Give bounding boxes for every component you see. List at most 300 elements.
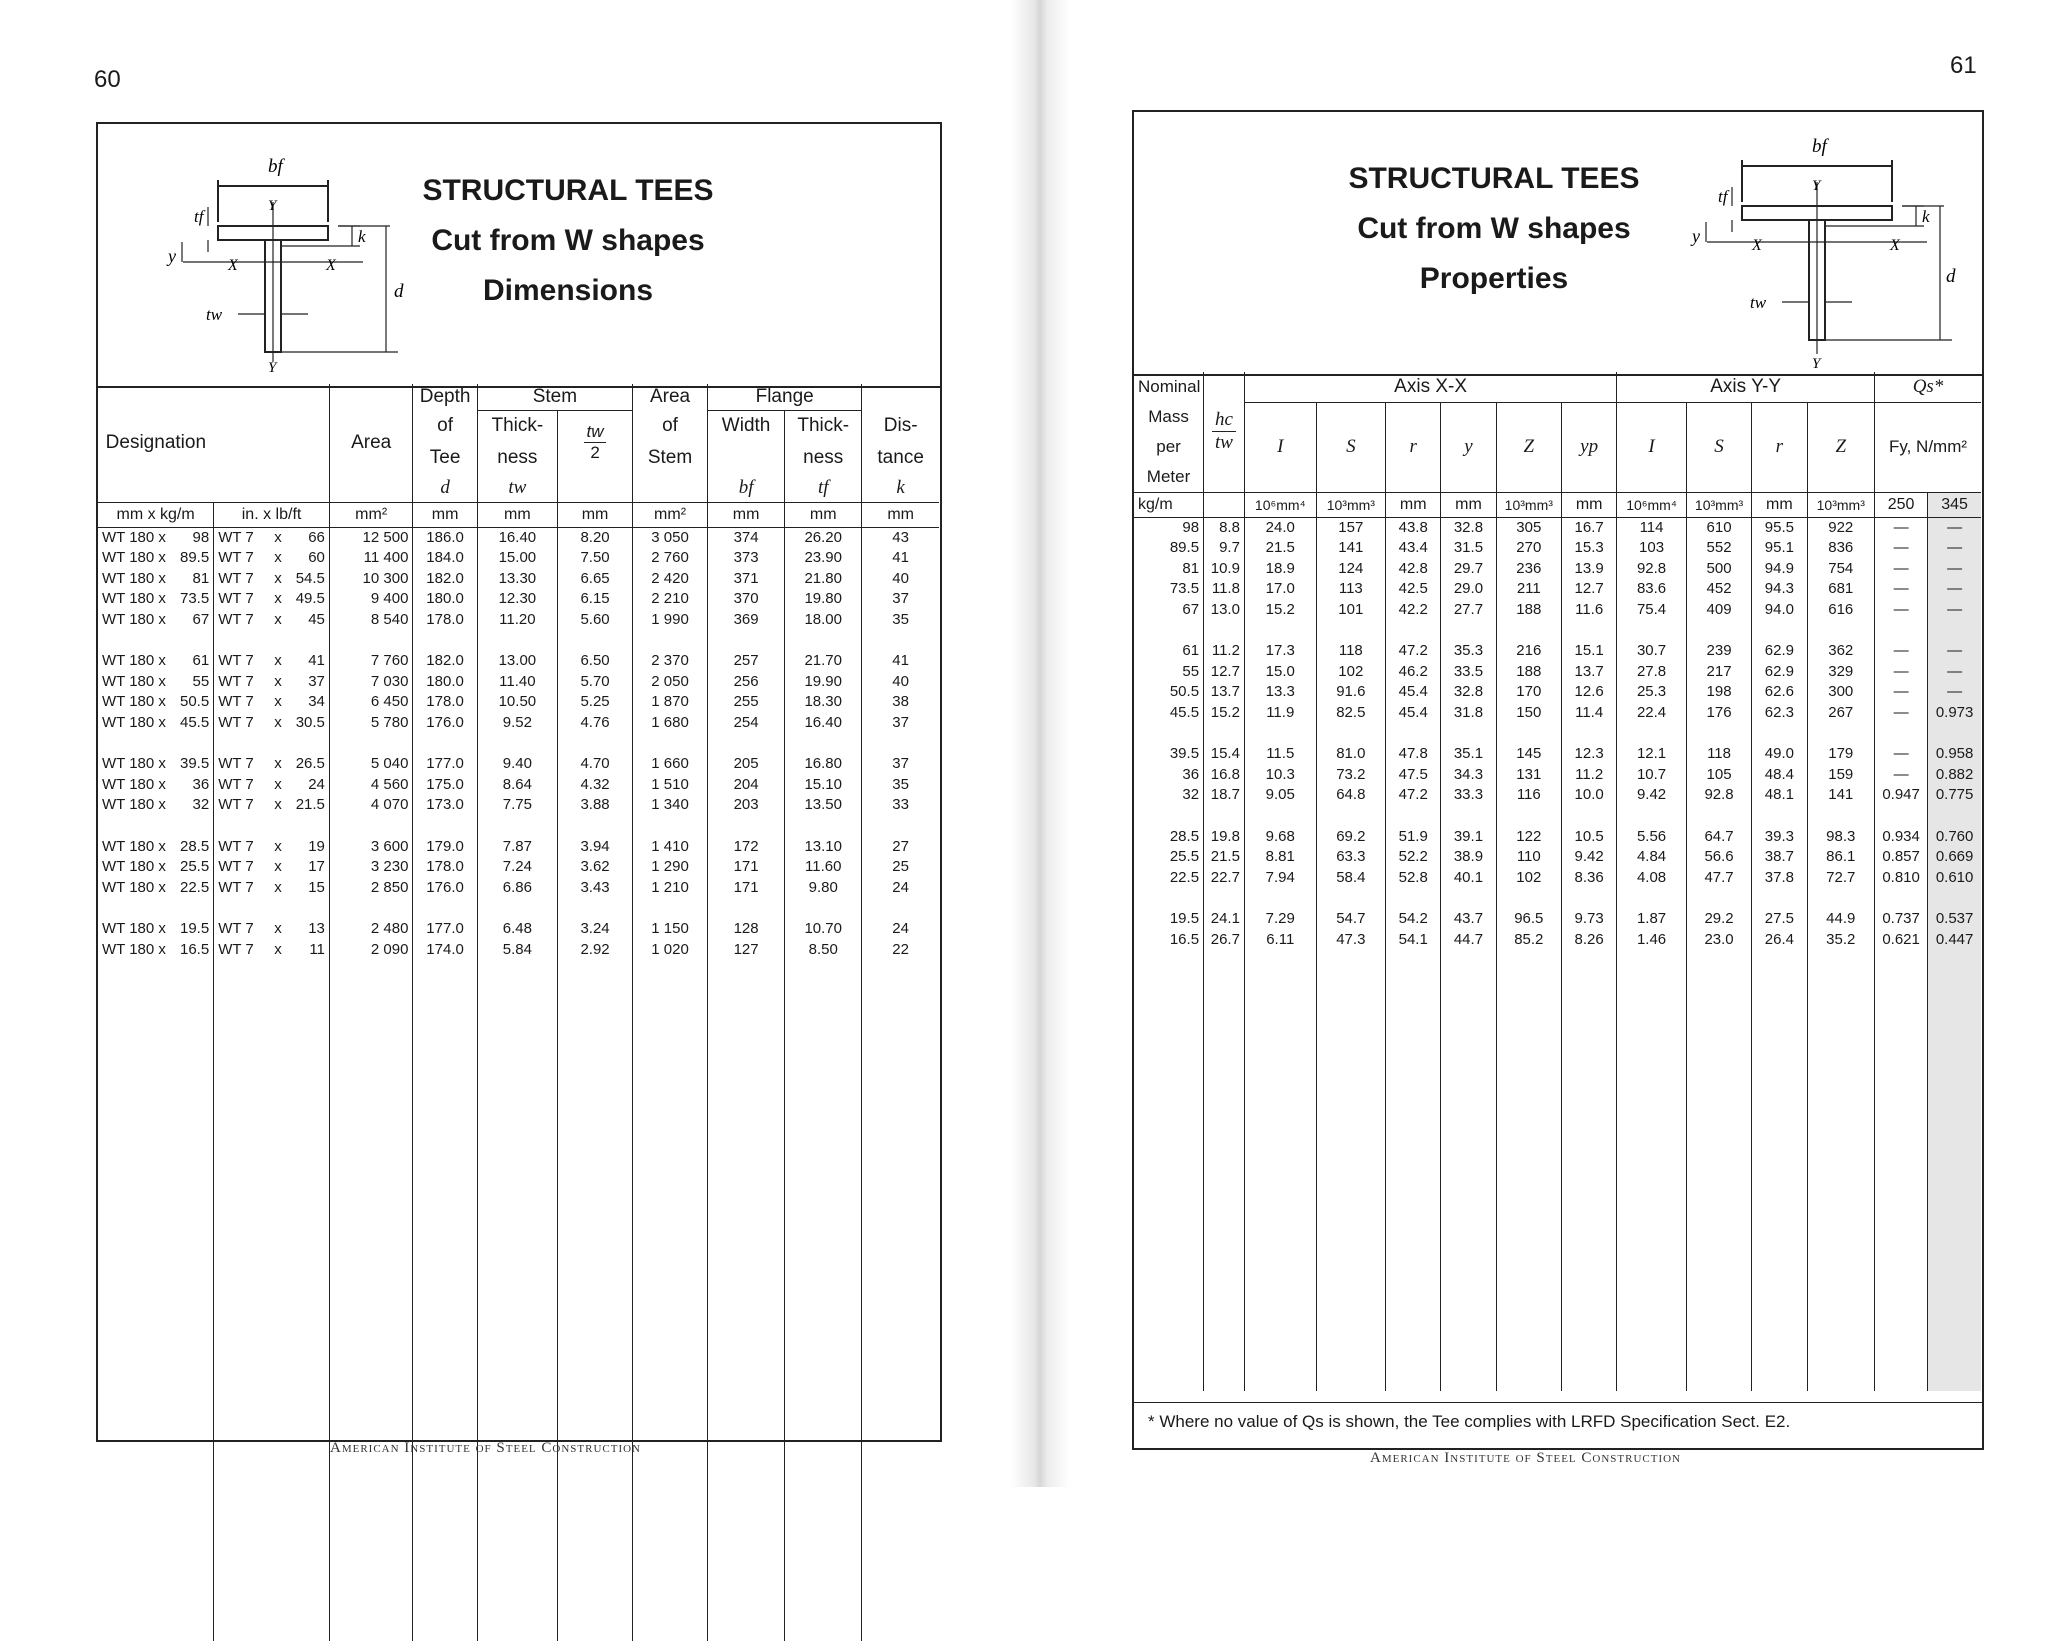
- table-cell: 0.882: [1928, 765, 1981, 786]
- table-cell: 40: [862, 672, 939, 693]
- table-cell: 500: [1686, 559, 1751, 580]
- table-row: [1134, 930, 1981, 951]
- table-cell: 176.0: [413, 878, 477, 899]
- table-cell: 39.5: [179, 755, 210, 772]
- table-cell: 15.0: [1244, 662, 1316, 683]
- table-cell: 89.5: [179, 549, 210, 566]
- table-cell: 94.0: [1752, 600, 1807, 621]
- table-cell: 4.84: [1617, 847, 1687, 868]
- right-title: STRUCTURAL TEES: [1348, 162, 1640, 195]
- table-cell: 13.10: [785, 837, 862, 858]
- table-cell: 91.6: [1316, 682, 1386, 703]
- table-cell: 40.1: [1441, 868, 1496, 889]
- table-cell: 21.5: [1204, 847, 1245, 868]
- svg-text:tf: tf: [194, 207, 204, 226]
- group-spacer: [98, 960, 939, 981]
- book-gutter: [1010, 0, 1070, 1487]
- table-cell: 45.5: [1169, 703, 1200, 721]
- table-cell: —: [1875, 765, 1928, 786]
- table-cell: 32.8: [1441, 682, 1496, 703]
- table-cell: WT 180 x: [102, 940, 166, 958]
- table-cell: 31.8: [1441, 703, 1496, 724]
- table-cell: 13.30: [477, 569, 557, 590]
- table-cell: —: [1928, 579, 1981, 600]
- svg-text:Y: Y: [1812, 356, 1821, 372]
- table-cell: 362: [1807, 641, 1875, 662]
- table-cell: 9.42: [1617, 785, 1687, 806]
- group-spacer: [98, 733, 939, 754]
- table-cell: 3.88: [558, 795, 633, 816]
- table-cell: 188: [1496, 662, 1561, 683]
- half-tw-header: tw 2: [558, 410, 633, 474]
- table-cell: 81.0: [1316, 744, 1386, 765]
- svg-text:tf: tf: [1718, 187, 1728, 206]
- svg-text:bf: bf: [268, 156, 283, 177]
- table-cell: —: [1875, 579, 1928, 600]
- table-cell: 18.9: [1244, 559, 1316, 580]
- yy-i-header: I: [1617, 402, 1687, 492]
- table-cell: 122: [1496, 827, 1561, 848]
- svg-text:y: y: [168, 246, 176, 266]
- table-cell: 157: [1316, 517, 1386, 538]
- table-cell: 42.2: [1386, 600, 1441, 621]
- table-cell: 17: [308, 858, 325, 875]
- svg-text:bf: bf: [1812, 136, 1827, 157]
- table-cell: 1.46: [1617, 930, 1687, 951]
- table-cell: 24.1: [1204, 909, 1245, 930]
- table-cell: 184.0: [413, 548, 477, 569]
- table-cell: 35.2: [1807, 930, 1875, 951]
- table-cell: 92.8: [1617, 559, 1687, 580]
- table-cell: 7.94: [1244, 868, 1316, 889]
- table-cell: 239: [1686, 641, 1751, 662]
- table-cell: 8.64: [477, 775, 557, 796]
- table-cell: x: [274, 775, 282, 793]
- table-cell: 236: [1496, 559, 1561, 580]
- table-cell: 13.7: [1204, 682, 1245, 703]
- table-cell: x: [274, 837, 282, 855]
- table-cell: 256: [708, 672, 785, 693]
- table-cell: 182.0: [413, 651, 477, 672]
- table-cell: 11.40: [477, 672, 557, 693]
- table-cell: 24: [862, 878, 939, 899]
- table-cell: 38: [862, 692, 939, 713]
- tw-symbol: tw: [477, 474, 557, 502]
- table-cell: 203: [708, 795, 785, 816]
- table-cell: 150: [1496, 703, 1561, 724]
- units-row: mm x kg/m in. x lb/ft mm² mm mm mm mm² mm mm mm: [98, 502, 939, 527]
- table-cell: 10.70: [785, 919, 862, 940]
- table-cell: WT 7: [214, 754, 268, 775]
- svg-text:y: y: [1692, 226, 1700, 246]
- table-cell: 128: [708, 919, 785, 940]
- table-row: [98, 713, 939, 734]
- table-cell: 34.3: [1441, 765, 1496, 786]
- table-cell: 12 500: [329, 527, 413, 548]
- table-cell: —: [1928, 662, 1981, 683]
- table-cell: 21.5: [295, 796, 325, 813]
- table-cell: 12.3: [1562, 744, 1617, 765]
- table-cell: 82.5: [1316, 703, 1386, 724]
- table-cell: 54.1: [1386, 930, 1441, 951]
- xx-z-header: Z: [1496, 402, 1561, 492]
- distance-tance-label: tance: [862, 442, 939, 474]
- table-cell: 2 760: [633, 548, 708, 569]
- table-cell: 44.7: [1441, 930, 1496, 951]
- table-row: [1134, 909, 1981, 930]
- table-cell: 173.0: [413, 795, 477, 816]
- table-cell: WT 180 x: [102, 796, 166, 813]
- table-cell: 12.7: [1204, 662, 1245, 683]
- xx-s-header: S: [1316, 402, 1386, 492]
- table-cell: 127: [708, 940, 785, 961]
- table-cell: 610: [1686, 517, 1751, 538]
- table-cell: 216: [1496, 641, 1561, 662]
- table-cell: 26.7: [1204, 930, 1245, 951]
- table-cell: 7.75: [477, 795, 557, 816]
- table-cell: 178.0: [413, 857, 477, 878]
- flange-ness-label: ness: [785, 442, 862, 474]
- table-cell: WT 7: [214, 795, 268, 816]
- table-cell: 47.5: [1386, 765, 1441, 786]
- left-title: STRUCTURAL TEES: [422, 174, 714, 207]
- table-cell: 43.8: [1386, 517, 1441, 538]
- table-row: [1134, 847, 1981, 868]
- table-cell: 47.8: [1386, 744, 1441, 765]
- table-cell: WT 180 x: [102, 590, 166, 607]
- table-cell: 3.62: [558, 857, 633, 878]
- table-cell: x: [274, 796, 282, 813]
- nominal-header: Nominal: [1138, 377, 1201, 396]
- table-cell: 141: [1807, 785, 1875, 806]
- table-cell: x: [274, 610, 282, 628]
- table-row: [98, 878, 939, 899]
- xx-r-header: r: [1386, 402, 1441, 492]
- table-cell: 0.775: [1928, 785, 1981, 806]
- dimensions-table-body: [98, 527, 939, 1641]
- qs-header: Qs*: [1875, 372, 1981, 402]
- table-cell: 10 300: [329, 569, 413, 590]
- table-cell: 45.4: [1386, 703, 1441, 724]
- table-cell: 24: [862, 919, 939, 940]
- table-row: [1134, 538, 1981, 559]
- table-cell: 16.40: [477, 527, 557, 548]
- table-cell: 2 420: [633, 569, 708, 590]
- table-cell: 3.94: [558, 837, 633, 858]
- table-cell: 29.7: [1441, 559, 1496, 580]
- table-cell: 25.3: [1617, 682, 1687, 703]
- meter-label: Meter: [1146, 466, 1191, 486]
- table-cell: —: [1875, 559, 1928, 580]
- xx-i-header: I: [1244, 402, 1316, 492]
- table-cell: 9.05: [1244, 785, 1316, 806]
- table-cell: 8.8: [1204, 517, 1245, 538]
- table-cell: WT 7: [214, 527, 268, 548]
- table-cell: 124: [1316, 559, 1386, 580]
- table-row: [98, 837, 939, 858]
- table-cell: 94.3: [1752, 579, 1807, 600]
- svg-text:d: d: [1946, 266, 1956, 287]
- group-spacer: [1134, 723, 1981, 744]
- table-cell: 61: [192, 652, 210, 669]
- table-cell: 22.5: [1169, 868, 1200, 886]
- table-cell: 21.70: [785, 651, 862, 672]
- dimensions-header-panel: [98, 124, 940, 388]
- flange-header: Flange: [708, 384, 862, 410]
- table-cell: 38.9: [1441, 847, 1496, 868]
- table-cell: WT 7: [214, 857, 268, 878]
- table-cell: 131: [1496, 765, 1561, 786]
- table-cell: 113: [1316, 579, 1386, 600]
- table-cell: 178.0: [413, 692, 477, 713]
- table-cell: WT 180 x: [102, 858, 166, 875]
- table-cell: WT 180 x: [102, 755, 166, 772]
- table-cell: 18.30: [785, 692, 862, 713]
- distance-label: Dis-: [862, 410, 939, 442]
- table-cell: 0.760: [1928, 827, 1981, 848]
- table-cell: 47.3: [1316, 930, 1386, 951]
- table-cell: 72.7: [1807, 868, 1875, 889]
- table-cell: 16.5: [179, 940, 210, 958]
- table-cell: 13: [308, 920, 325, 937]
- page-number-right: 61: [1950, 52, 1977, 79]
- table-cell: 1 870: [633, 692, 708, 713]
- table-cell: 145: [1496, 744, 1561, 765]
- axis-yy-header: Axis Y-Y: [1617, 372, 1875, 402]
- table-cell: 33: [862, 795, 939, 816]
- table-cell: 64.8: [1316, 785, 1386, 806]
- table-cell: 171: [708, 878, 785, 899]
- group-spacer: [1134, 888, 1981, 909]
- table-cell: 22.5: [179, 878, 210, 896]
- table-cell: 0.810: [1875, 868, 1928, 889]
- table-cell: 19.5: [179, 920, 210, 937]
- table-cell: 25: [862, 857, 939, 878]
- group-spacer: [98, 898, 939, 919]
- table-cell: 16.7: [1562, 517, 1617, 538]
- table-cell: WT 180 x: [102, 528, 166, 546]
- table-cell: WT 7: [214, 878, 268, 899]
- svg-text:X: X: [1890, 237, 1900, 254]
- table-cell: WT 7: [214, 940, 268, 961]
- table-cell: x: [274, 672, 282, 690]
- d-symbol: d: [413, 474, 477, 502]
- table-cell: 10.50: [477, 692, 557, 713]
- table-cell: WT 7: [214, 569, 268, 590]
- table-cell: 86.1: [1807, 847, 1875, 868]
- yy-r-header: r: [1752, 402, 1807, 492]
- table-row: [98, 651, 939, 672]
- table-cell: 18.7: [1204, 785, 1245, 806]
- svg-text:X: X: [1752, 237, 1762, 254]
- table-cell: 19.90: [785, 672, 862, 693]
- table-cell: 44.9: [1807, 909, 1875, 930]
- table-cell: 6.65: [558, 569, 633, 590]
- table-cell: 12.7: [1562, 579, 1617, 600]
- table-cell: 92.8: [1686, 785, 1751, 806]
- table-row: [1134, 682, 1981, 703]
- table-cell: 94.9: [1752, 559, 1807, 580]
- table-cell: 7.29: [1244, 909, 1316, 930]
- table-cell: —: [1875, 641, 1928, 662]
- table-cell: 0.621: [1875, 930, 1928, 951]
- table-cell: 24.0: [1244, 517, 1316, 538]
- table-cell: WT 180 x: [102, 775, 166, 793]
- table-cell: 101: [1316, 600, 1386, 621]
- table-cell: 11.2: [1204, 641, 1245, 662]
- table-cell: 35: [862, 610, 939, 631]
- table-cell: x: [274, 713, 282, 731]
- table-cell: 11: [309, 940, 325, 958]
- table-cell: 37: [862, 713, 939, 734]
- svg-text:Y: Y: [268, 360, 277, 372]
- table-cell: x: [274, 920, 282, 937]
- table-cell: 13.9: [1562, 559, 1617, 580]
- table-cell: 5.84: [477, 940, 557, 961]
- table-cell: 5.60: [558, 610, 633, 631]
- table-cell: 3 050: [633, 527, 708, 548]
- group-spacer: [98, 630, 939, 651]
- table-cell: 96.5: [1496, 909, 1561, 930]
- table-cell: 81: [1182, 559, 1200, 577]
- table-cell: 21.80: [785, 569, 862, 590]
- table-cell: WT 180 x: [102, 693, 166, 710]
- table-cell: —: [1928, 682, 1981, 703]
- table-cell: 8.36: [1562, 868, 1617, 889]
- table-cell: x: [274, 652, 282, 669]
- table-cell: 9.68: [1244, 827, 1316, 848]
- table-cell: 42.5: [1386, 579, 1441, 600]
- table-row: [98, 610, 939, 631]
- table-cell: 182.0: [413, 569, 477, 590]
- svg-text:X: X: [326, 257, 336, 274]
- table-cell: 89.5: [1169, 539, 1200, 556]
- table-cell: 45.4: [1386, 682, 1441, 703]
- table-cell: WT 7: [214, 713, 268, 734]
- table-row: [98, 795, 939, 816]
- table-cell: 19.5: [1169, 910, 1200, 927]
- table-cell: 39.3: [1752, 827, 1807, 848]
- table-cell: 1 410: [633, 837, 708, 858]
- table-cell: 27: [862, 837, 939, 858]
- table-cell: 15: [308, 878, 325, 896]
- table-cell: 116: [1496, 785, 1561, 806]
- table-cell: 0.669: [1928, 847, 1981, 868]
- table-cell: 0.973: [1928, 703, 1981, 724]
- table-cell: 62.9: [1752, 641, 1807, 662]
- svg-text:d: d: [394, 281, 404, 302]
- table-cell: 49.0: [1752, 744, 1807, 765]
- axis-xx-header: Axis X-X: [1244, 372, 1616, 402]
- table-cell: 15.00: [477, 548, 557, 569]
- table-cell: 15.10: [785, 775, 862, 796]
- table-cell: 22.7: [1204, 868, 1245, 889]
- group-spacer: [98, 816, 939, 837]
- table-cell: 35.1: [1441, 744, 1496, 765]
- table-cell: WT 7: [214, 651, 268, 672]
- table-cell: 1 680: [633, 713, 708, 734]
- xx-yp-header: yp: [1562, 402, 1617, 492]
- table-cell: 30.5: [295, 713, 325, 731]
- table-cell: 15.2: [1204, 703, 1245, 724]
- table-cell: —: [1875, 682, 1928, 703]
- fy-header: Fy, N/mm²: [1875, 402, 1981, 492]
- table-cell: 103: [1617, 538, 1687, 559]
- table-cell: 0.610: [1928, 868, 1981, 889]
- table-row: [1134, 517, 1981, 538]
- table-cell: 6.50: [558, 651, 633, 672]
- table-cell: 188: [1496, 600, 1561, 621]
- table-cell: 56.6: [1686, 847, 1751, 868]
- table-row: [1134, 785, 1981, 806]
- table-cell: 98: [1182, 518, 1200, 536]
- table-cell: 27.8: [1617, 662, 1687, 683]
- table-cell: WT 7: [214, 692, 268, 713]
- table-cell: 1 210: [633, 878, 708, 899]
- table-cell: 2 480: [329, 919, 413, 940]
- table-row: [98, 569, 939, 590]
- table-row: [98, 548, 939, 569]
- area-header: Area: [329, 384, 413, 502]
- table-row: [98, 775, 939, 796]
- table-cell: 1 660: [633, 754, 708, 775]
- xx-y-header: y: [1441, 402, 1496, 492]
- table-cell: 5 780: [329, 713, 413, 734]
- table-cell: 102: [1316, 662, 1386, 683]
- table-row: [1134, 703, 1981, 724]
- designation-header: Designation: [105, 431, 207, 453]
- properties-table-body: [1134, 517, 1981, 1391]
- table-cell: 36: [1182, 765, 1200, 783]
- table-cell: 1 020: [633, 940, 708, 961]
- table-cell: 22.4: [1617, 703, 1687, 724]
- table-row: [98, 527, 939, 548]
- table-cell: 2 850: [329, 878, 413, 899]
- table-row: [98, 754, 939, 775]
- table-cell: 37: [862, 754, 939, 775]
- table-cell: 25.5: [179, 858, 210, 875]
- table-cell: 13.50: [785, 795, 862, 816]
- table-cell: —: [1875, 703, 1928, 724]
- depth-of-label: of: [413, 410, 477, 442]
- table-cell: 47.2: [1386, 785, 1441, 806]
- table-cell: —: [1928, 517, 1981, 538]
- svg-text:k: k: [1922, 207, 1930, 226]
- yy-s-header: S: [1686, 402, 1751, 492]
- table-cell: 35.3: [1441, 641, 1496, 662]
- table-cell: 4.70: [558, 754, 633, 775]
- table-cell: 176.0: [413, 713, 477, 734]
- table-cell: 33.3: [1441, 785, 1496, 806]
- table-cell: 13.00: [477, 651, 557, 672]
- table-cell: 329: [1807, 662, 1875, 683]
- table-cell: 174.0: [413, 940, 477, 961]
- table-cell: 64.7: [1686, 827, 1751, 848]
- table-cell: 12.30: [477, 589, 557, 610]
- table-cell: 62.6: [1752, 682, 1807, 703]
- mass-label: Mass: [1148, 407, 1189, 426]
- table-cell: 11.5: [1244, 744, 1316, 765]
- table-cell: 9.42: [1562, 847, 1617, 868]
- table-cell: 43.4: [1386, 538, 1441, 559]
- table-cell: 10.9: [1204, 559, 1245, 580]
- table-cell: 66: [308, 528, 325, 546]
- table-cell: 62.9: [1752, 662, 1807, 683]
- table-cell: 73.5: [179, 590, 210, 607]
- table-cell: 369: [708, 610, 785, 631]
- table-cell: 43.7: [1441, 909, 1496, 930]
- table-cell: 26.5: [295, 755, 325, 772]
